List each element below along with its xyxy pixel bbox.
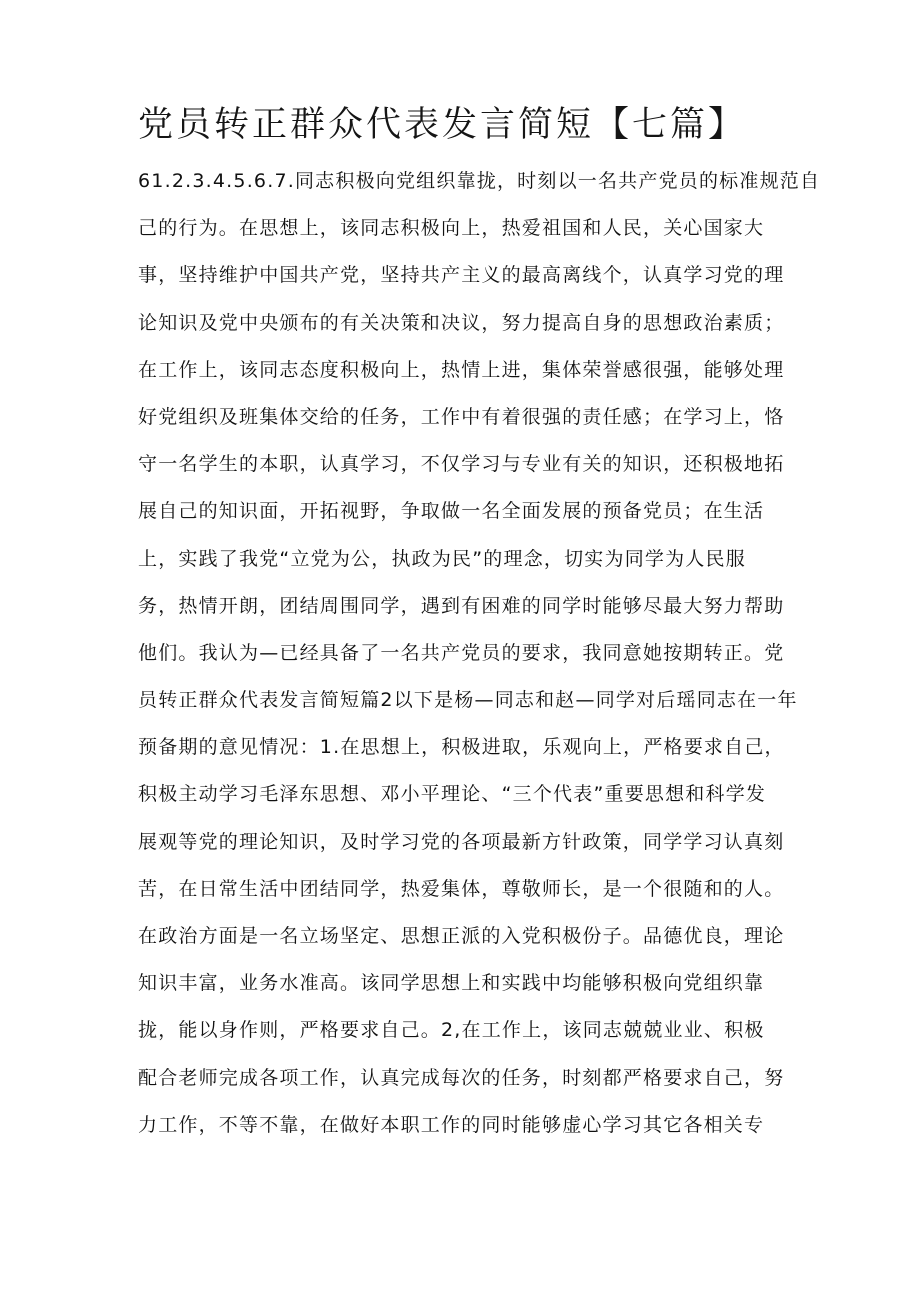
body-line: 苦，在日常生活中团结同学，热爱集体，尊敬师长，是一个很随和的人。 <box>138 877 785 900</box>
body-line: 61.2.3.4.5.6.7.同志积极向党组织靠拢，时刻以一名共产党员的标准规范自 <box>138 170 821 192</box>
body-line: 知识丰富，业务水准高。该同学思想上和实践中均能够积极向党组织靠 <box>138 972 765 995</box>
body-line: 事，坚持维护中国共产党，坚持共产主义的最高离线个，认真学习党的理 <box>138 264 785 287</box>
body-line: 力工作，不等不靠，在做好本职工作的同时能够虚心学习其它各相关专 <box>138 1113 765 1136</box>
body-line: 守一名学生的本职，认真学习，不仅学习与专业有关的知识，还积极地拓 <box>138 453 785 476</box>
body-line: 他们。我认为—已经具备了一名共产党员的要求，我同意她按期转正。党 <box>138 641 785 664</box>
body-line: 好党组织及班集体交给的任务，工作中有着很强的责任感；在学习上，恪 <box>138 405 785 428</box>
body-line: 务，热情开朗，团结周围同学，遇到有困难的同学时能够尽最大努力帮助 <box>138 594 785 617</box>
body-line: 论知识及党中央颁布的有关决策和决议，努力提高自身的思想政治素质； <box>138 311 785 334</box>
body-line: 展观等党的理论知识，及时学习党的各项最新方针政策，同学学习认真刻 <box>138 830 785 853</box>
body-line: 员转正群众代表发言简短篇2以下是杨—同志和赵—同学对后瑶同志在一年 <box>138 689 798 712</box>
body-line: 配合老师完成各项工作，认真完成每次的任务，时刻都严格要求自己，努 <box>138 1066 785 1089</box>
document-title: 党员转正群众代表发言简短【七篇】 <box>138 105 747 145</box>
body-line: 在工作上，该同志态度积极向上，热情上进，集体荣誉感很强，能够处理 <box>138 358 785 381</box>
document-body <box>138 158 821 1149</box>
body-line: 在政治方面是一名立场坚定、思想正派的入党积极份子。品德优良，理论 <box>138 925 785 947</box>
body-line: 展自己的知识面，开拓视野，争取做一名全面发展的预备党员；在生活 <box>138 500 765 523</box>
body-line: 积极主动学习毛泽东思想、邓小平理论、“三个代表”重要思想和科学发 <box>138 783 767 806</box>
body-line: 己的行为。在思想上，该同志积极向上，热爱祖国和人民，关心国家大 <box>138 217 765 240</box>
body-line: 拢，能以身作则，严格要求自己。2,在工作上，该同志兢兢业业、积极 <box>138 1019 765 1042</box>
body-line: 预备期的意见情况：1.在思想上，积极进取，乐观向上，严格要求自己， <box>138 736 785 759</box>
body-line: 上，实践了我党“立党为公，执政为民”的理念，切实为同学为人民服 <box>138 547 746 570</box>
